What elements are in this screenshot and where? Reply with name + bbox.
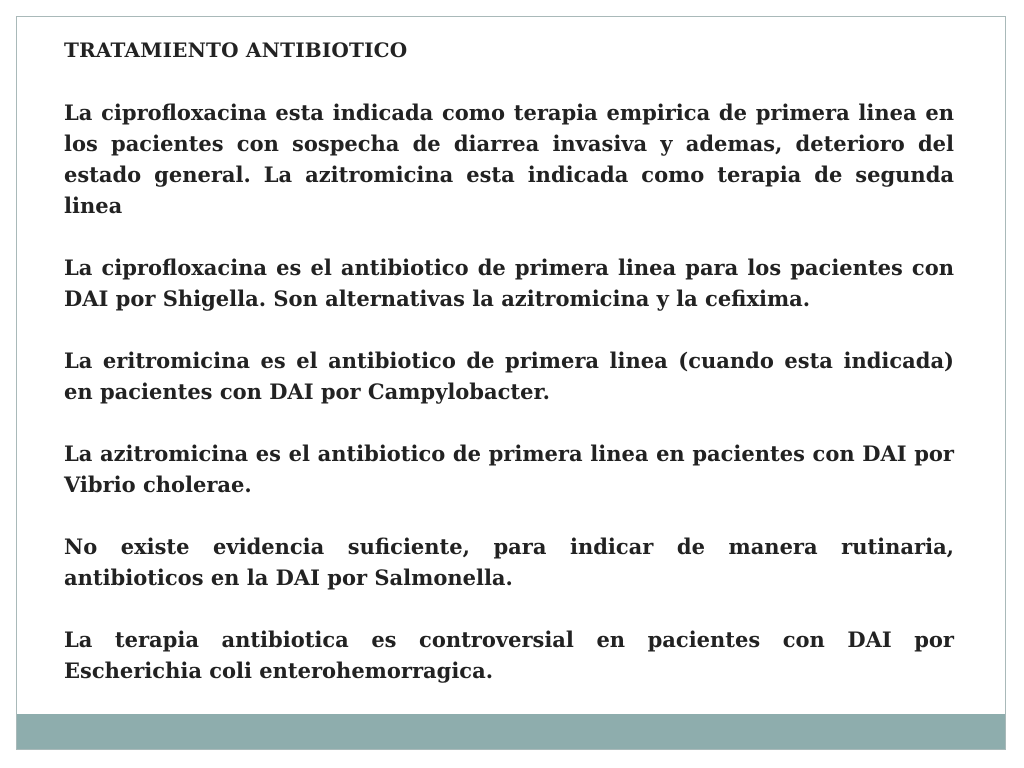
slide-content	[64, 35, 954, 686]
paragraph-shigella: La ciprofloxacina es el antibiotico de primera linea para los pacientes con DAI por Shigella. Son alternativas la azitromicina y la cefixima.	[64, 255, 954, 311]
paragraph-escherichia-coli: La terapia antibiotica es controversial en pacientes con DAI por Escherichia coli enterohemorragica.	[64, 627, 954, 683]
footer-bar	[17, 714, 1005, 749]
slide-title: TRATAMIENTO ANTIBIOTICO	[64, 38, 408, 62]
paragraph-campylobacter: La eritromicina es el antibiotico de primera linea (cuando esta indicada) en pacientes con DAI por Campylobacter.	[64, 348, 954, 404]
paragraph-vibrio-cholerae: La azitromicina es el antibiotico de primera linea en pacientes con DAI por Vibrio cholerae.	[64, 441, 954, 497]
paragraph-salmonella: No existe evidencia suficiente, para indicar de manera rutinaria, antibioticos en la DAI por Salmonella.	[64, 534, 954, 590]
paragraph-ciprofloxacina-empirica: La ciprofloxacina esta indicada como terapia empirica de primera linea en los pacientes con sospecha de diarrea invasiva y ademas, deterioro del estado general. La azitromicina esta indicada como terapia de segunda linea	[64, 100, 954, 218]
slide-frame	[16, 16, 1006, 750]
